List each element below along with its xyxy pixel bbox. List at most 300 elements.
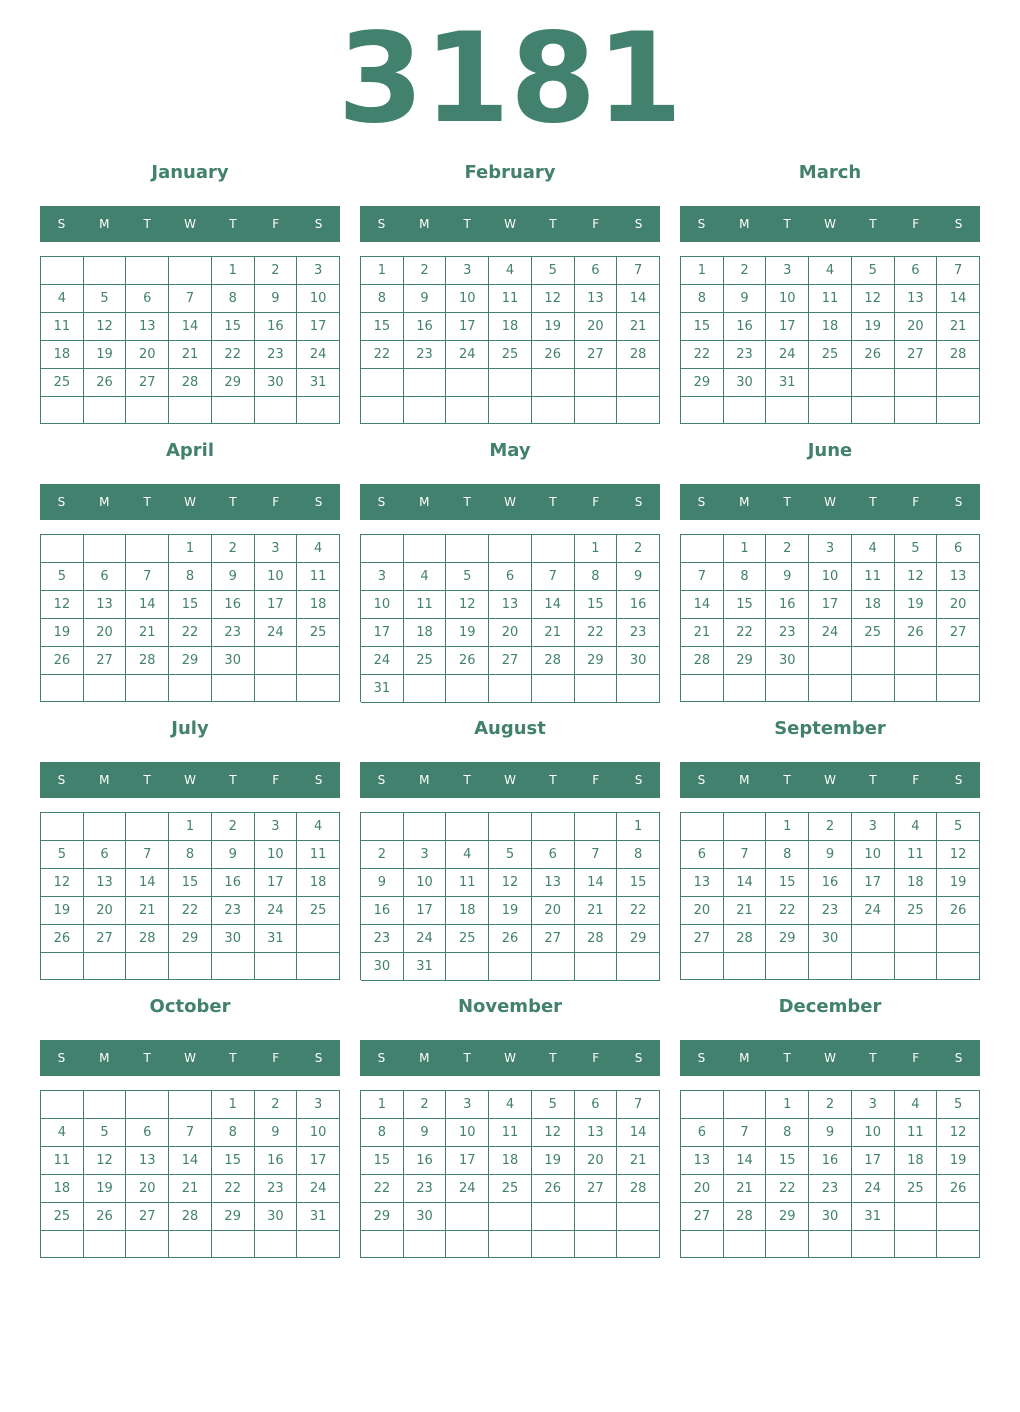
empty-day-cell (446, 397, 489, 425)
empty-day-cell (532, 397, 575, 425)
weekday-label: T (463, 217, 471, 231)
day-cell: 27 (575, 1175, 618, 1203)
day-cell: 4 (297, 535, 340, 563)
day-cell: 5 (41, 841, 84, 869)
day-cell: 14 (937, 285, 980, 313)
day-cell: 4 (895, 1091, 938, 1119)
weekday-label: F (592, 1051, 600, 1065)
day-grid (360, 812, 660, 980)
empty-day-cell (575, 397, 618, 425)
empty-day-cell (84, 257, 127, 285)
day-cell: 11 (41, 313, 84, 341)
day-cell: 16 (361, 897, 404, 925)
year-title: 3181 (337, 7, 683, 151)
weekday-label: T (783, 495, 791, 509)
day-cell: 2 (212, 813, 255, 841)
day-cell: 25 (297, 897, 340, 925)
day-cell: 23 (404, 341, 447, 369)
day-cell: 9 (255, 285, 298, 313)
empty-day-cell (575, 369, 618, 397)
empty-day-cell (84, 1091, 127, 1119)
empty-day-cell (446, 1203, 489, 1231)
weekday-label: F (912, 217, 920, 231)
day-cell: 26 (446, 647, 489, 675)
empty-day-cell (532, 953, 575, 981)
day-cell: 19 (937, 1147, 980, 1175)
empty-day-cell (937, 925, 980, 953)
empty-day-cell (489, 675, 532, 703)
day-cell: 10 (255, 841, 298, 869)
weekday-label: F (912, 773, 920, 787)
day-cell: 26 (84, 1203, 127, 1231)
weekday-label: T (143, 217, 151, 231)
day-cell: 20 (126, 1175, 169, 1203)
weekday-label: T (869, 1051, 877, 1065)
day-cell: 9 (255, 1119, 298, 1147)
weekday-label: F (272, 773, 280, 787)
weekday-label: M (99, 495, 110, 509)
day-cell: 3 (809, 535, 852, 563)
weekday-label: M (419, 1051, 430, 1065)
day-cell: 31 (766, 369, 809, 397)
day-cell: 11 (895, 1119, 938, 1147)
weekday-header (360, 762, 660, 798)
day-grid (680, 812, 980, 980)
day-cell: 20 (84, 619, 127, 647)
day-cell: 6 (895, 257, 938, 285)
day-cell: 25 (489, 341, 532, 369)
day-cell: 13 (937, 563, 980, 591)
day-cell: 6 (126, 1119, 169, 1147)
empty-day-cell (681, 675, 724, 702)
empty-day-cell (532, 369, 575, 397)
weekday-header (680, 484, 980, 520)
day-cell: 8 (361, 285, 404, 313)
weekday-label: T (229, 495, 237, 509)
day-cell: 11 (895, 841, 938, 869)
day-cell: 1 (169, 813, 212, 841)
empty-day-cell (297, 953, 340, 980)
day-cell: 13 (681, 869, 724, 897)
day-cell: 21 (617, 1147, 660, 1175)
day-cell: 30 (809, 1203, 852, 1231)
empty-day-cell (404, 675, 447, 703)
day-cell: 26 (532, 341, 575, 369)
day-cell: 6 (681, 1119, 724, 1147)
day-cell: 11 (489, 285, 532, 313)
day-cell: 18 (895, 1147, 938, 1175)
empty-day-cell (41, 397, 84, 424)
day-cell: 22 (681, 341, 724, 369)
empty-day-cell (41, 813, 84, 841)
day-cell: 30 (404, 1203, 447, 1231)
day-cell: 9 (724, 285, 767, 313)
weekday-label: T (783, 773, 791, 787)
day-cell: 15 (169, 869, 212, 897)
day-cell: 27 (681, 1203, 724, 1231)
day-cell: 7 (169, 1119, 212, 1147)
day-cell: 30 (255, 369, 298, 397)
day-cell: 11 (404, 591, 447, 619)
day-cell: 23 (404, 1175, 447, 1203)
empty-day-cell (446, 953, 489, 981)
month-name: September (774, 718, 886, 739)
day-cell: 24 (446, 1175, 489, 1203)
month-name: December (778, 996, 882, 1017)
month-name: June (807, 440, 853, 461)
day-cell: 23 (809, 897, 852, 925)
empty-day-cell (766, 675, 809, 702)
empty-day-cell (937, 953, 980, 980)
day-cell: 14 (681, 591, 724, 619)
empty-day-cell (575, 1231, 618, 1258)
empty-day-cell (361, 535, 404, 563)
empty-day-cell (895, 647, 938, 675)
month-name: January (151, 162, 229, 183)
weekday-label: F (592, 495, 600, 509)
day-cell: 17 (446, 313, 489, 341)
day-cell: 11 (297, 841, 340, 869)
day-cell: 1 (212, 1091, 255, 1119)
empty-day-cell (255, 647, 298, 675)
day-cell: 10 (766, 285, 809, 313)
day-cell: 23 (255, 1175, 298, 1203)
empty-day-cell (446, 369, 489, 397)
day-cell: 29 (169, 647, 212, 675)
day-cell: 20 (489, 619, 532, 647)
day-cell: 6 (681, 841, 724, 869)
empty-day-cell (212, 1231, 255, 1258)
weekday-header (40, 1040, 340, 1076)
weekday-label: S (954, 217, 963, 231)
day-cell: 22 (212, 1175, 255, 1203)
day-cell: 2 (809, 813, 852, 841)
empty-day-cell (895, 675, 938, 702)
weekday-label: S (377, 1051, 386, 1065)
empty-day-cell (895, 397, 938, 424)
day-cell: 9 (809, 841, 852, 869)
day-cell: 21 (937, 313, 980, 341)
weekday-label: F (592, 773, 600, 787)
day-cell: 12 (532, 1119, 575, 1147)
weekday-label: S (314, 495, 323, 509)
empty-day-cell (126, 535, 169, 563)
day-cell: 29 (724, 647, 767, 675)
day-cell: 22 (575, 619, 618, 647)
weekday-header (680, 206, 980, 242)
day-cell: 14 (169, 1147, 212, 1175)
day-cell: 19 (84, 341, 127, 369)
empty-day-cell (169, 953, 212, 980)
day-cell: 31 (852, 1203, 895, 1231)
day-cell: 10 (852, 1119, 895, 1147)
day-cell: 1 (361, 1091, 404, 1119)
weekday-label: S (697, 217, 706, 231)
day-cell: 2 (361, 841, 404, 869)
day-cell: 25 (809, 341, 852, 369)
day-cell: 15 (617, 869, 660, 897)
day-cell: 13 (126, 313, 169, 341)
day-cell: 16 (212, 869, 255, 897)
day-cell: 2 (255, 257, 298, 285)
empty-day-cell (617, 953, 660, 981)
weekday-label: S (634, 773, 643, 787)
day-cell: 18 (404, 619, 447, 647)
empty-day-cell (681, 535, 724, 563)
weekday-label: S (634, 217, 643, 231)
day-grid (40, 256, 340, 424)
empty-day-cell (126, 953, 169, 980)
day-cell: 30 (809, 925, 852, 953)
day-grid (680, 1090, 980, 1258)
day-cell: 22 (766, 897, 809, 925)
empty-day-cell (489, 1203, 532, 1231)
day-cell: 7 (169, 285, 212, 313)
weekday-header (40, 484, 340, 520)
day-cell: 29 (575, 647, 618, 675)
day-cell: 19 (489, 897, 532, 925)
day-cell: 30 (255, 1203, 298, 1231)
day-cell: 28 (169, 1203, 212, 1231)
weekday-label: S (954, 495, 963, 509)
weekday-header (680, 1040, 980, 1076)
day-cell: 26 (41, 647, 84, 675)
day-cell: 27 (895, 341, 938, 369)
empty-day-cell (489, 535, 532, 563)
empty-day-cell (532, 675, 575, 703)
day-cell: 3 (852, 1091, 895, 1119)
day-grid (40, 1090, 340, 1258)
day-cell: 18 (41, 341, 84, 369)
day-cell: 8 (169, 841, 212, 869)
empty-day-cell (532, 535, 575, 563)
day-cell: 3 (446, 1091, 489, 1119)
day-cell: 24 (255, 897, 298, 925)
empty-day-cell (532, 1231, 575, 1258)
day-cell: 4 (404, 563, 447, 591)
weekday-label: F (912, 1051, 920, 1065)
day-cell: 15 (169, 591, 212, 619)
day-cell: 3 (297, 257, 340, 285)
day-cell: 6 (575, 257, 618, 285)
day-cell: 10 (446, 285, 489, 313)
day-cell: 13 (84, 591, 127, 619)
day-cell: 20 (532, 897, 575, 925)
empty-day-cell (575, 675, 618, 703)
day-cell: 7 (617, 1091, 660, 1119)
day-cell: 24 (766, 341, 809, 369)
day-cell: 9 (212, 841, 255, 869)
day-cell: 16 (404, 313, 447, 341)
empty-day-cell (724, 1091, 767, 1119)
empty-day-cell (84, 675, 127, 702)
day-cell: 10 (404, 869, 447, 897)
day-cell: 7 (126, 841, 169, 869)
empty-day-cell (681, 397, 724, 424)
day-cell: 13 (895, 285, 938, 313)
day-cell: 17 (852, 869, 895, 897)
day-cell: 15 (212, 1147, 255, 1175)
day-cell: 12 (41, 591, 84, 619)
day-cell: 8 (575, 563, 618, 591)
empty-day-cell (724, 675, 767, 702)
day-cell: 17 (255, 869, 298, 897)
empty-day-cell (446, 675, 489, 703)
weekday-label: W (824, 217, 836, 231)
day-cell: 18 (297, 591, 340, 619)
day-cell: 7 (575, 841, 618, 869)
day-cell: 19 (41, 619, 84, 647)
empty-day-cell (446, 813, 489, 841)
day-cell: 17 (852, 1147, 895, 1175)
empty-day-cell (766, 397, 809, 424)
empty-day-cell (169, 257, 212, 285)
day-cell: 29 (766, 1203, 809, 1231)
empty-day-cell (255, 1231, 298, 1258)
day-cell: 7 (617, 257, 660, 285)
weekday-label: F (272, 495, 280, 509)
empty-day-cell (809, 675, 852, 702)
day-cell: 7 (724, 841, 767, 869)
day-cell: 23 (766, 619, 809, 647)
weekday-label: M (739, 495, 750, 509)
day-cell: 12 (41, 869, 84, 897)
day-cell: 2 (255, 1091, 298, 1119)
weekday-label: F (912, 495, 920, 509)
day-cell: 8 (361, 1119, 404, 1147)
day-cell: 16 (404, 1147, 447, 1175)
day-cell: 17 (404, 897, 447, 925)
empty-day-cell (937, 1231, 980, 1258)
day-cell: 8 (766, 1119, 809, 1147)
empty-day-cell (404, 535, 447, 563)
empty-day-cell (724, 1231, 767, 1258)
empty-day-cell (41, 675, 84, 702)
weekday-label: T (549, 495, 557, 509)
weekday-label: W (824, 495, 836, 509)
weekday-label: F (272, 217, 280, 231)
day-cell: 21 (681, 619, 724, 647)
day-cell: 13 (532, 869, 575, 897)
day-cell: 10 (809, 563, 852, 591)
day-cell: 26 (532, 1175, 575, 1203)
weekday-label: W (184, 1051, 196, 1065)
month-name: May (489, 440, 531, 461)
weekday-label: T (143, 1051, 151, 1065)
empty-day-cell (681, 813, 724, 841)
day-cell: 30 (212, 647, 255, 675)
weekday-label: W (504, 217, 516, 231)
day-grid (40, 812, 340, 980)
day-cell: 25 (41, 1203, 84, 1231)
empty-day-cell (361, 1231, 404, 1258)
day-cell: 28 (617, 341, 660, 369)
day-cell: 1 (212, 257, 255, 285)
day-cell: 28 (575, 925, 618, 953)
empty-day-cell (361, 813, 404, 841)
weekday-label: S (57, 1051, 66, 1065)
day-cell: 18 (489, 1147, 532, 1175)
day-cell: 28 (126, 647, 169, 675)
weekday-label: S (954, 773, 963, 787)
day-cell: 28 (937, 341, 980, 369)
day-cell: 9 (809, 1119, 852, 1147)
day-cell: 30 (361, 953, 404, 981)
empty-day-cell (126, 397, 169, 424)
day-cell: 6 (84, 841, 127, 869)
empty-day-cell (617, 675, 660, 703)
empty-day-cell (297, 647, 340, 675)
day-cell: 19 (532, 1147, 575, 1175)
day-cell: 29 (617, 925, 660, 953)
day-cell: 2 (212, 535, 255, 563)
weekday-label: M (739, 217, 750, 231)
weekday-header (360, 484, 660, 520)
empty-day-cell (809, 953, 852, 980)
empty-day-cell (84, 397, 127, 424)
empty-day-cell (724, 813, 767, 841)
day-cell: 26 (937, 897, 980, 925)
weekday-label: T (783, 1051, 791, 1065)
day-cell: 5 (895, 535, 938, 563)
empty-day-cell (169, 397, 212, 424)
day-cell: 20 (681, 897, 724, 925)
weekday-label: T (783, 217, 791, 231)
empty-day-cell (361, 369, 404, 397)
day-cell: 11 (852, 563, 895, 591)
day-cell: 30 (766, 647, 809, 675)
day-cell: 1 (766, 1091, 809, 1119)
day-cell: 22 (724, 619, 767, 647)
day-cell: 28 (532, 647, 575, 675)
weekday-label: S (697, 1051, 706, 1065)
weekday-label: S (57, 495, 66, 509)
day-cell: 5 (937, 813, 980, 841)
day-cell: 11 (41, 1147, 84, 1175)
empty-day-cell (41, 1231, 84, 1258)
weekday-header (40, 762, 340, 798)
day-cell: 7 (937, 257, 980, 285)
day-cell: 28 (724, 925, 767, 953)
weekday-label: M (99, 217, 110, 231)
day-cell: 14 (126, 591, 169, 619)
day-cell: 5 (937, 1091, 980, 1119)
day-cell: 17 (766, 313, 809, 341)
day-cell: 27 (532, 925, 575, 953)
day-cell: 30 (212, 925, 255, 953)
empty-day-cell (41, 1091, 84, 1119)
day-cell: 25 (446, 925, 489, 953)
empty-day-cell (852, 397, 895, 424)
weekday-label: W (824, 773, 836, 787)
day-cell: 8 (169, 563, 212, 591)
day-cell: 22 (169, 897, 212, 925)
month-name: February (464, 162, 556, 183)
empty-day-cell (84, 813, 127, 841)
day-cell: 29 (681, 369, 724, 397)
empty-day-cell (404, 813, 447, 841)
day-cell: 23 (809, 1175, 852, 1203)
day-cell: 20 (126, 341, 169, 369)
weekday-label: S (57, 773, 66, 787)
day-cell: 28 (681, 647, 724, 675)
day-cell: 16 (809, 869, 852, 897)
weekday-header (680, 762, 980, 798)
empty-day-cell (937, 1203, 980, 1231)
day-cell: 27 (126, 1203, 169, 1231)
empty-day-cell (532, 813, 575, 841)
month-name: August (474, 718, 546, 739)
